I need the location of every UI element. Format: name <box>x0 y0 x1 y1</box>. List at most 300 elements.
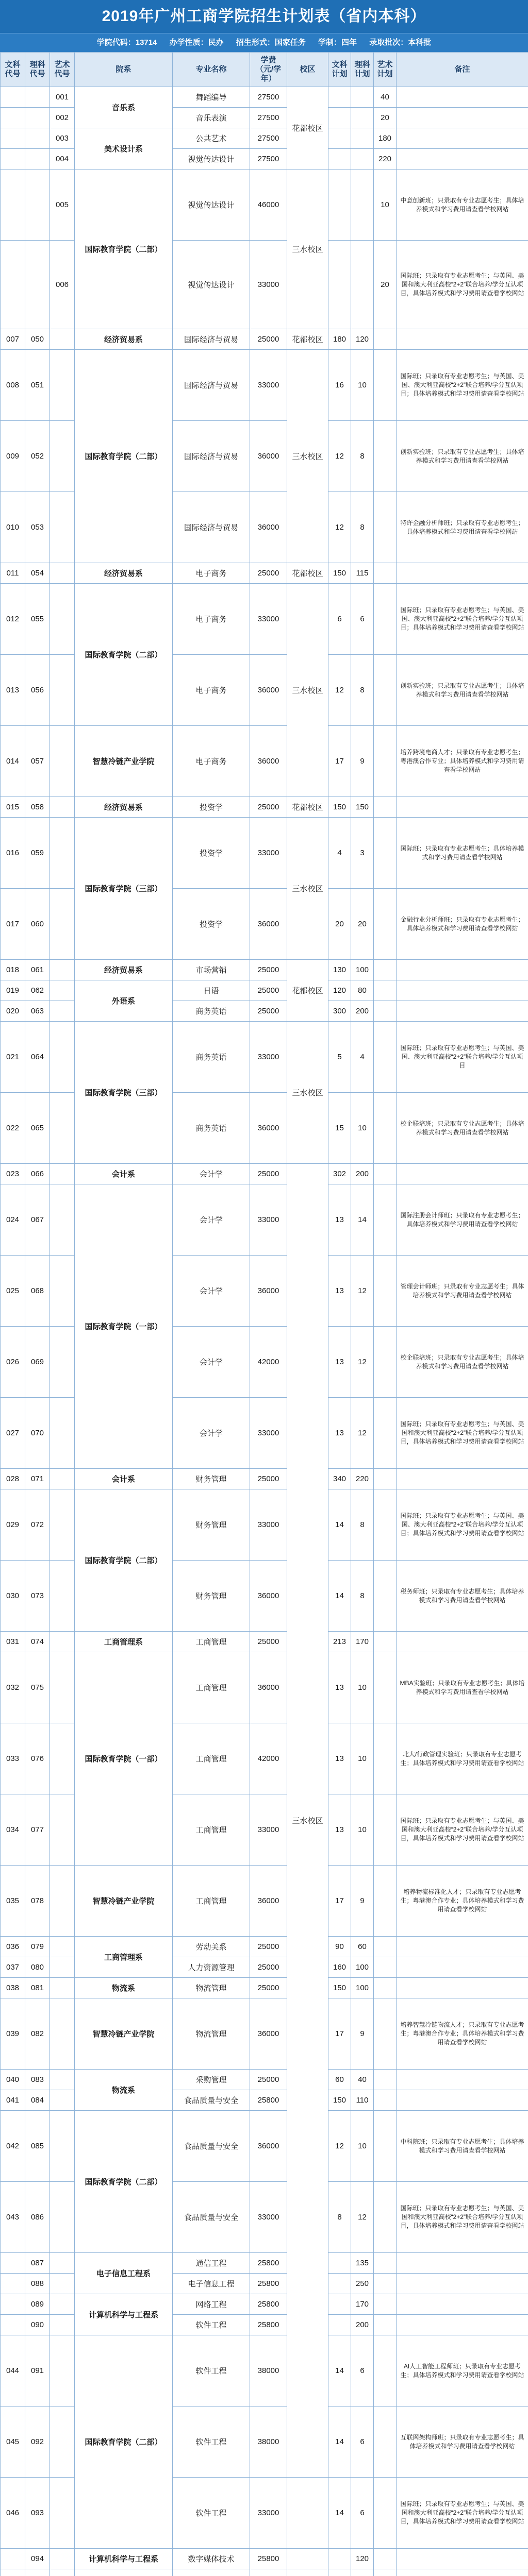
cell-note <box>397 980 528 1001</box>
cell-major: 财务管理 <box>173 1489 250 1561</box>
header-wen-code: 文科代号 <box>1 53 25 87</box>
cell-fee: 25000 <box>250 1937 287 1957</box>
cell-art-plan <box>374 1957 397 1978</box>
cell-major: 人力资源管理 <box>173 1957 250 1978</box>
cell-fee: 25000 <box>250 960 287 980</box>
cell-li-code: 056 <box>25 655 50 726</box>
cell-li-plan: 9 <box>351 1998 374 2070</box>
cell-major: 投资学 <box>173 818 250 889</box>
cell-wen-plan: 13 <box>328 1723 351 1794</box>
cell-wen-code <box>1 87 25 108</box>
cell-art-plan <box>374 1489 397 1561</box>
table-row <box>1 818 528 889</box>
cell-art-code: 002 <box>50 108 75 128</box>
table-row <box>1 2335 528 2406</box>
cell-fee: 36000 <box>250 1093 287 1164</box>
cell-li-plan: 12 <box>351 1256 374 1327</box>
cell-art-plan <box>374 2315 397 2335</box>
cell-fee: 36000 <box>250 889 287 960</box>
cell-fee: 33000 <box>250 2182 287 2253</box>
cell-note: 国际班；只录取有专业志愿考生；与英国、美国和澳大利亚高校“2+2”联合培养/学分互认项目，具体培养模式和学习费用请查看学校网站 <box>397 1794 528 1866</box>
cell-wen-code <box>1 2294 25 2315</box>
cell-major: 财务管理 <box>173 1561 250 1632</box>
cell-note <box>397 2294 528 2315</box>
cell-wen-plan <box>328 241 351 329</box>
cell-wen-code: 028 <box>1 1469 25 1489</box>
header-art-code: 艺术代号 <box>50 53 75 87</box>
school-info-bar <box>0 33 528 52</box>
cell-art-code <box>50 1561 75 1632</box>
cell-fee: 33000 <box>250 818 287 889</box>
header-li-code: 理科代号 <box>25 53 50 87</box>
cell-li-plan: 100 <box>351 1957 374 1978</box>
cell-li-code: 086 <box>25 2182 50 2253</box>
cell-campus: 花都校区 <box>287 797 328 818</box>
cell-wen-code: 041 <box>1 2090 25 2111</box>
cell-note <box>397 87 528 108</box>
cell-li-code: 090 <box>25 2315 50 2335</box>
cell-li-code <box>25 241 50 329</box>
cell-fee: 25000 <box>250 1469 287 1489</box>
cell-major: 食品质量与安全 <box>173 2090 250 2111</box>
table-row <box>1 2111 528 2182</box>
cell-li-code: 070 <box>25 1398 50 1469</box>
cell-art-code <box>50 1937 75 1957</box>
cell-art-code: 003 <box>50 128 75 149</box>
cell-wen-plan: 13 <box>328 1184 351 1256</box>
cell-art-plan <box>374 2294 397 2315</box>
cell-dept: 物流系 <box>75 1978 173 1998</box>
cell-li-code: 053 <box>25 492 50 563</box>
cell-art-plan <box>374 2274 397 2294</box>
cell-art-plan <box>374 2549 397 2569</box>
cell-fee: 33000 <box>250 241 287 329</box>
cell-note <box>397 563 528 584</box>
cell-art-plan: 20 <box>374 241 397 329</box>
cell-art-code <box>50 1998 75 2070</box>
cell-major: 音乐表演 <box>173 108 250 128</box>
cell-major <box>173 2569 250 2576</box>
cell-li-plan <box>351 149 374 170</box>
cell-wen-code: 038 <box>1 1978 25 1998</box>
cell-note: 管理会计师班；只录取有专业志愿考生；具体培养模式和学习费用请查看学校网站 <box>397 1256 528 1327</box>
cell-fee: 36000 <box>250 1866 287 1937</box>
cell-campus: 三水校区 <box>287 1164 328 2478</box>
cell-li-code: 079 <box>25 1937 50 1957</box>
cell-fee: 25000 <box>250 563 287 584</box>
cell-art-plan <box>374 1998 397 2070</box>
cell-li-code: 074 <box>25 1632 50 1652</box>
cell-major: 国际经济与贸易 <box>173 350 250 421</box>
cell-art-plan <box>374 2111 397 2182</box>
cell-note: 国际班；只录取有专业志愿考生；具体培养模式和学习费用请查看学校网站 <box>397 818 528 889</box>
cell-fee: 42000 <box>250 1327 287 1398</box>
cell-li-plan: 80 <box>351 980 374 1001</box>
cell-wen-code <box>1 2253 25 2274</box>
cell-art-code <box>50 563 75 584</box>
cell-wen-plan: 14 <box>328 2478 351 2549</box>
cell-li-plan: 4 <box>351 1022 374 1093</box>
cell-li-code: 064 <box>25 1022 50 1093</box>
cell-major: 软件工程 <box>173 2315 250 2335</box>
cell-art-code <box>50 1489 75 1561</box>
cell-note <box>397 2090 528 2111</box>
cell-li-code: 089 <box>25 2294 50 2315</box>
cell-major: 数字媒体技术 <box>173 2549 250 2569</box>
cell-li-plan: 8 <box>351 655 374 726</box>
cell-wen-plan: 302 <box>328 1164 351 1184</box>
cell-major: 国际经济与贸易 <box>173 329 250 350</box>
cell-art-plan <box>374 1022 397 1093</box>
cell-major: 软件工程 <box>173 2406 250 2478</box>
cell-art-code <box>50 2274 75 2294</box>
table-row <box>1 980 528 1001</box>
cell-art-code <box>50 1398 75 1469</box>
cell-fee: 25800 <box>250 2315 287 2335</box>
cell-li-code: 078 <box>25 1866 50 1937</box>
cell-note: AI人工智能工程师班；只录取有专业志愿考生；具体培养模式和学习费用请查看学校网站 <box>397 2335 528 2406</box>
cell-art-plan: 220 <box>374 149 397 170</box>
cell-fee: 25000 <box>250 329 287 350</box>
cell-major: 会计学 <box>173 1398 250 1469</box>
cell-li-code: 087 <box>25 2253 50 2274</box>
cell-campus: 花都校区 <box>287 563 328 584</box>
cell-major: 舞蹈编导 <box>173 87 250 108</box>
cell-art-code <box>50 1632 75 1652</box>
table-row <box>1 2070 528 2090</box>
cell-fee: 25000 <box>250 1957 287 1978</box>
cell-art-plan: 180 <box>374 128 397 149</box>
cell-dept: 计算机科学与工程系 <box>75 2549 173 2569</box>
cell-note <box>397 960 528 980</box>
cell-wen-code: 013 <box>1 655 25 726</box>
cell-campus <box>287 2478 328 2549</box>
cell-dept: 智慧冷链产业学院 <box>75 1866 173 1937</box>
cell-art-plan <box>374 889 397 960</box>
cell-note: 创新实验班；只录取有专业志愿考生；具体培养模式和学习费用请查看学校网站 <box>397 655 528 726</box>
cell-art-plan <box>374 350 397 421</box>
cell-art-plan <box>374 1001 397 1022</box>
cell-wen-plan: 130 <box>328 960 351 980</box>
table-row <box>1 726 528 797</box>
cell-note: 校企联培班；只录取有专业志愿考生；具体培养模式和学习费用请查看学校网站 <box>397 1093 528 1164</box>
cell-li-plan <box>351 241 374 329</box>
cell-note: 国际班；只录取有专业志愿考生；与英国、美国、澳大利亚高校“2+2”联合培养/学分互认项目；具体培养模式和学习费用请查看学校网站 <box>397 1489 528 1561</box>
cell-wen-plan: 12 <box>328 492 351 563</box>
cell-li-code: 061 <box>25 960 50 980</box>
cell-art-code <box>50 1469 75 1489</box>
cell-li-code: 092 <box>25 2406 50 2478</box>
cell-li-plan: 40 <box>351 2070 374 2090</box>
cell-li-plan: 220 <box>351 1469 374 1489</box>
cell-li-plan: 170 <box>351 1632 374 1652</box>
cell-note: 国际班；只录取有专业志愿考生；与英国、美国、澳大利亚高校“2+2”联合培养/学分互认项目；具体培养模式和学习费用请查看学校网站 <box>397 350 528 421</box>
cell-wen-plan: 90 <box>328 1937 351 1957</box>
cell-wen-code: 046 <box>1 2478 25 2549</box>
cell-major: 工商管理 <box>173 1866 250 1937</box>
cell-art-code <box>50 2335 75 2406</box>
cell-wen-plan: 14 <box>328 1489 351 1561</box>
cell-li-code <box>25 87 50 108</box>
cell-campus: 三水校区 <box>287 170 328 329</box>
cell-art-code <box>50 2090 75 2111</box>
cell-li-code: 066 <box>25 1164 50 1184</box>
cell-campus: 三水校区 <box>287 584 328 797</box>
cell-li-plan: 9 <box>351 726 374 797</box>
cell-dept: 会计系 <box>75 1469 173 1489</box>
cell-wen-code: 014 <box>1 726 25 797</box>
cell-note <box>397 1957 528 1978</box>
cell-major: 会计学 <box>173 1164 250 1184</box>
table-row <box>1 87 528 108</box>
cell-major: 视觉传达设计 <box>173 149 250 170</box>
cell-wen-plan: 180 <box>328 329 351 350</box>
cell-art-plan <box>374 1184 397 1256</box>
cell-fee: 38000 <box>250 2406 287 2478</box>
cell-fee: 38000 <box>250 2335 287 2406</box>
cell-campus: 三水校区 <box>287 818 328 960</box>
cell-major: 视觉传达设计 <box>173 170 250 241</box>
cell-wen-plan: 17 <box>328 726 351 797</box>
cell-dept: 工商管理系 <box>75 1937 173 1978</box>
cell-fee: 25800 <box>250 2253 287 2274</box>
cell-note: 国际注册会计师班；只录取有专业志愿考生；具体培养模式和学习费用请查看学校网站 <box>397 1184 528 1256</box>
table-body <box>1 87 528 2576</box>
cell-dept: 会计系 <box>75 1164 173 1184</box>
cell-li-plan: 8 <box>351 1489 374 1561</box>
header-fee: 学费（元/学年） <box>250 53 287 87</box>
cell-art-plan <box>374 1866 397 1937</box>
study-duration: 学制：四年 <box>318 38 357 47</box>
cell-fee: 33000 <box>250 2478 287 2549</box>
cell-li-plan: 170 <box>351 2294 374 2315</box>
cell-wen-plan <box>328 108 351 128</box>
cell-li-code: 073 <box>25 1561 50 1632</box>
cell-art-plan <box>374 2569 397 2576</box>
cell-dept: 国际教育学院（三部） <box>75 818 173 960</box>
cell-wen-code: 022 <box>1 1093 25 1164</box>
cell-wen-plan <box>328 170 351 241</box>
cell-art-code <box>50 1652 75 1723</box>
cell-dept: 国际教育学院（二部） <box>75 2335 173 2549</box>
table-row <box>1 1184 528 1256</box>
cell-dept: 经济贸易系 <box>75 563 173 584</box>
cell-li-plan: 10 <box>351 1093 374 1164</box>
cell-fee: 33000 <box>250 350 287 421</box>
cell-fee: 25800 <box>250 2549 287 2569</box>
cell-li-code <box>25 170 50 241</box>
cell-li-plan: 10 <box>351 1794 374 1866</box>
cell-fee <box>250 2569 287 2576</box>
cell-art-plan: 20 <box>374 108 397 128</box>
cell-note <box>397 1937 528 1957</box>
cell-li-plan: 12 <box>351 2182 374 2253</box>
cell-art-code <box>50 350 75 421</box>
cell-wen-code <box>1 170 25 241</box>
cell-fee: 36000 <box>250 726 287 797</box>
cell-art-plan <box>374 2182 397 2253</box>
cell-art-plan <box>374 1794 397 1866</box>
cell-li-plan <box>351 170 374 241</box>
cell-note: 北大/行政管理实验班；只录取有专业志愿考生；具体培养模式和学习费用请查看学校网站 <box>397 1723 528 1794</box>
cell-li-plan: 8 <box>351 421 374 492</box>
cell-major: 电子信息工程 <box>173 2274 250 2294</box>
cell-note: MBA实验班；只录取有专业志愿考生；具体培养模式和学习费用请查看学校网站 <box>397 1652 528 1723</box>
cell-note: 校企联培班；只录取有专业志愿考生；具体培养模式和学习费用请查看学校网站 <box>397 1327 528 1398</box>
cell-note: 国际班；只录取有专业志愿考生；与英国、美国和澳大利亚高校“2+2”联合培养/学分互认项目，具体培养模式和学习费用请查看学校网站 <box>397 1398 528 1469</box>
cell-li-code: 080 <box>25 1957 50 1978</box>
cell-note: 创新实验班；只录取有专业志愿考生；具体培养模式和学习费用请查看学校网站 <box>397 421 528 492</box>
cell-art-plan <box>374 1652 397 1723</box>
cell-wen-plan: 13 <box>328 1652 351 1723</box>
cell-wen-plan: 16 <box>328 350 351 421</box>
cell-art-code <box>50 1001 75 1022</box>
cell-note: 国际班；只录取有专业志愿考生；与英国、美国和澳大利亚高校“2+2”联合培养/学分互认项目，具体培养模式和学习费用请查看学校网站 <box>397 241 528 329</box>
cell-art-code <box>50 1723 75 1794</box>
cell-art-plan: 10 <box>374 170 397 241</box>
cell-art-code: 005 <box>50 170 75 241</box>
cell-campus: 花都校区 <box>287 960 328 1022</box>
cell-note <box>397 2569 528 2576</box>
cell-li-code: 065 <box>25 1093 50 1164</box>
cell-wen-code <box>1 2549 25 2569</box>
cell-wen-code: 017 <box>1 889 25 960</box>
cell-wen-code <box>1 149 25 170</box>
cell-art-plan <box>374 329 397 350</box>
cell-li-plan <box>351 87 374 108</box>
cell-li-code: 085 <box>25 2111 50 2182</box>
cell-wen-plan: 150 <box>328 1978 351 1998</box>
cell-wen-code: 034 <box>1 1794 25 1866</box>
cell-li-code: 076 <box>25 1723 50 1794</box>
cell-art-code <box>50 1327 75 1398</box>
cell-art-code <box>50 980 75 1001</box>
table-row <box>1 1164 528 1184</box>
cell-wen-plan <box>328 2549 351 2569</box>
cell-li-plan <box>351 2569 374 2576</box>
cell-campus: 三水校区 <box>287 350 328 563</box>
cell-note: 培养物流标准化人才；只录取有专业志愿考生；粤港澳合作专业；具体培养模式和学习费用请查看学校网站 <box>397 1866 528 1937</box>
cell-note: 金融行业分析师班；只录取有专业志愿考生；具体培养模式和学习费用请查看学校网站 <box>397 889 528 960</box>
cell-major: 劳动关系 <box>173 1937 250 1957</box>
cell-campus: 花都校区 <box>287 329 328 350</box>
cell-art-code <box>50 1957 75 1978</box>
cell-fee: 36000 <box>250 2111 287 2182</box>
cell-art-code <box>50 584 75 655</box>
cell-art-plan <box>374 818 397 889</box>
header-major: 专业名称 <box>173 53 250 87</box>
cell-art-plan <box>374 1632 397 1652</box>
cell-art-code <box>50 1866 75 1937</box>
cell-li-plan: 6 <box>351 2335 374 2406</box>
cell-dept: 智慧冷链产业学院 <box>75 1998 173 2070</box>
table-row <box>1 1469 528 1489</box>
cell-li-plan: 120 <box>351 2549 374 2569</box>
cell-note <box>397 1978 528 1998</box>
cell-note <box>397 108 528 128</box>
cell-major: 会计学 <box>173 1256 250 1327</box>
table-row <box>1 2549 528 2569</box>
cell-major: 市场营销 <box>173 960 250 980</box>
cell-li-code: 060 <box>25 889 50 960</box>
cell-fee: 25000 <box>250 1632 287 1652</box>
table-row <box>1 1022 528 1093</box>
cell-campus <box>287 2569 328 2576</box>
cell-wen-plan: 12 <box>328 655 351 726</box>
cell-note: 国际班；只录取有专业志愿考生；与英国、美国和澳大利亚高校“2+2”联合培养/学分互认项目，具体培养模式和学习费用请查看学校网站 <box>397 2182 528 2253</box>
cell-fee: 25000 <box>250 980 287 1001</box>
cell-li-code: 077 <box>25 1794 50 1866</box>
cell-wen-plan <box>328 87 351 108</box>
cell-wen-code: 033 <box>1 1723 25 1794</box>
cell-major: 商务英语 <box>173 1093 250 1164</box>
cell-major: 物流管理 <box>173 1998 250 2070</box>
cell-note <box>397 1469 528 1489</box>
table-row <box>1 1489 528 1561</box>
cell-art-plan <box>374 2253 397 2274</box>
cell-art-code: 004 <box>50 149 75 170</box>
cell-major: 工商管理 <box>173 1632 250 1652</box>
cell-li-plan: 200 <box>351 1164 374 1184</box>
cell-major: 软件工程 <box>173 2335 250 2406</box>
cell-art-code <box>50 1022 75 1093</box>
cell-major: 工商管理 <box>173 1652 250 1723</box>
cell-li-code: 069 <box>25 1327 50 1398</box>
header-campus: 校区 <box>287 53 328 87</box>
cell-li-code <box>25 2569 50 2576</box>
cell-art-plan <box>374 655 397 726</box>
cell-wen-code: 045 <box>1 2406 25 2478</box>
cell-art-plan <box>374 1256 397 1327</box>
cell-wen-code: 037 <box>1 1957 25 1978</box>
cell-note <box>397 329 528 350</box>
cell-dept: 国际教育学院（一部） <box>75 1652 173 1866</box>
cell-art-plan <box>374 1723 397 1794</box>
cell-fee: 25800 <box>250 2294 287 2315</box>
cell-li-code: 083 <box>25 2070 50 2090</box>
cell-wen-plan <box>328 149 351 170</box>
cell-wen-plan: 13 <box>328 1794 351 1866</box>
cell-art-plan: 40 <box>374 87 397 108</box>
cell-li-code: 057 <box>25 726 50 797</box>
cell-li-code: 091 <box>25 2335 50 2406</box>
cell-li-plan: 110 <box>351 2090 374 2111</box>
cell-dept: 国际教育学院（二部） <box>75 1489 173 1632</box>
cell-dept: 国际教育学院（二部） <box>75 350 173 563</box>
cell-major: 商务英语 <box>173 1001 250 1022</box>
cell-wen-code: 043 <box>1 2182 25 2253</box>
cell-note <box>397 1001 528 1022</box>
table-row <box>1 2569 528 2576</box>
header-wen-plan: 文科计划 <box>328 53 351 87</box>
cell-note <box>397 2315 528 2335</box>
table-row <box>1 584 528 655</box>
cell-li-plan: 10 <box>351 1652 374 1723</box>
table-row <box>1 2253 528 2274</box>
cell-art-code <box>50 1794 75 1866</box>
cell-wen-code: 031 <box>1 1632 25 1652</box>
cell-wen-code: 011 <box>1 563 25 584</box>
table-row <box>1 128 528 149</box>
cell-wen-plan: 300 <box>328 1001 351 1022</box>
cell-art-code <box>50 2569 75 2576</box>
cell-li-plan: 14 <box>351 1184 374 1256</box>
cell-li-code <box>25 149 50 170</box>
cell-wen-plan: 340 <box>328 1469 351 1489</box>
table-row <box>1 960 528 980</box>
cell-li-code <box>25 108 50 128</box>
cell-wen-plan: 6 <box>328 584 351 655</box>
